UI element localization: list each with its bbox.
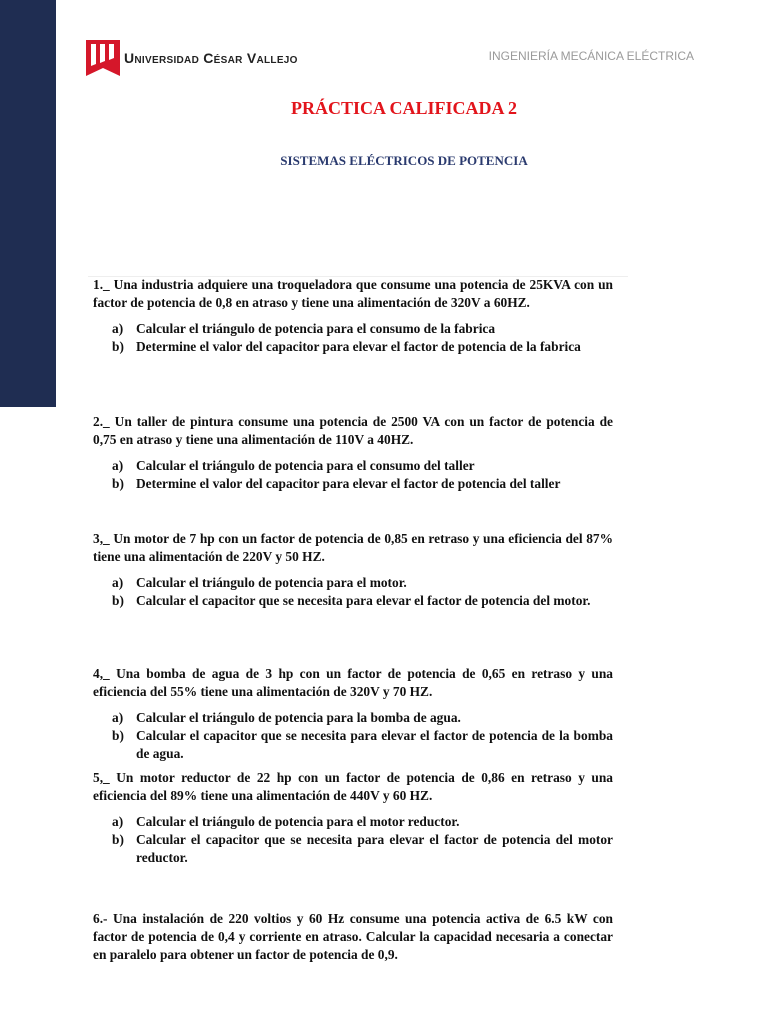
list-item — [93, 592, 613, 610]
list-item — [93, 475, 613, 493]
item-text: Determine el valor del capacitor para elevar el factor de potencia de la fabrica — [136, 339, 581, 354]
sidebar-band — [0, 0, 56, 407]
page-title: PRÁCTICA CALIFICADA 2 — [290, 98, 518, 118]
problem-5 — [93, 769, 613, 867]
problem-statement: 6.- Una instalación de 220 voltios y 60 Hz consume una potencia activa de 6.5 kW con factor de potencia de 0,4 y corriente en atraso. Calcular la capacidad necesaria a conectar en paralelo para obtener un factor de potencia de 0,9. — [93, 911, 613, 962]
item-text: Calcular el triángulo de potencia para el motor. — [136, 575, 407, 590]
list-item — [93, 813, 613, 831]
item-marker: b) — [112, 476, 124, 491]
item-text: Calcular el capacitor que se necesita para elevar el factor de potencia de la bomba de agua. — [136, 728, 613, 761]
list-item — [93, 457, 613, 475]
item-marker: b) — [112, 339, 124, 354]
problem-statement: 5,_ Un motor reductor de 22 hp con un factor de potencia de 0,86 en retraso y una eficiencia del 89% tiene una alimentación de 440V y 60 HZ. — [93, 770, 613, 803]
problem-items — [93, 320, 613, 356]
item-marker: a) — [112, 710, 124, 725]
item-text: Calcular el capacitor que se necesita para elevar el factor de potencia del motor. — [136, 593, 591, 608]
item-text: Determine el valor del capacitor para elevar el factor de potencia del taller — [136, 476, 561, 491]
item-marker: b) — [112, 728, 124, 743]
problem-statement: 3,_ Un motor de 7 hp con un factor de potencia de 0,85 en retraso y una eficiencia del 87% tiene una alimentación de 220V y 50 HZ. — [93, 531, 613, 564]
list-item — [93, 320, 613, 338]
list-item — [93, 727, 613, 763]
item-text: Calcular el triángulo de potencia para el consumo de la fabrica — [136, 321, 496, 336]
list-item — [93, 338, 613, 356]
problem-statement: 2._ Un taller de pintura consume una potencia de 2500 VA con un factor de potencia de 0,75 en atraso y tiene una alimentación de 110V a 40HZ. — [93, 414, 613, 447]
problem-items — [93, 574, 613, 610]
problem-3 — [93, 530, 613, 610]
problem-items — [93, 457, 613, 493]
item-marker: b) — [112, 593, 124, 608]
university-name: Universidad César Vallejo — [124, 50, 298, 66]
problem-statement: 1._ Una industria adquiere una troqueladora que consume una potencia de 25KVA con un factor de potencia de 0,8 en atraso y tiene una alimentación de 320V a 60HZ. — [93, 277, 613, 310]
problem-items — [93, 813, 613, 867]
problem-statement: 4,_ Una bomba de agua de 3 hp con un factor de potencia de 0,65 en retraso y una eficiencia del 55% tiene una alimentación de 320V y 70 HZ. — [93, 666, 613, 699]
problem-2 — [93, 413, 613, 493]
list-item — [93, 709, 613, 727]
item-marker: a) — [112, 321, 124, 336]
problem-4 — [93, 665, 613, 763]
page-subtitle: SISTEMAS ELÉCTRICOS DE POTENCIA — [280, 153, 528, 168]
item-marker: b) — [112, 832, 124, 847]
item-text: Calcular el capacitor que se necesita para elevar el factor de potencia del motor reductor. — [136, 832, 613, 865]
item-text: Calcular el triángulo de potencia para el motor reductor. — [136, 814, 460, 829]
item-text: Calcular el triángulo de potencia para la bomba de agua. — [136, 710, 461, 725]
university-logo-icon — [86, 40, 120, 76]
faculty-name: INGENIERÍA MECÁNICA ELÉCTRICA — [488, 49, 694, 63]
list-item — [93, 831, 613, 867]
item-text: Calcular el triángulo de potencia para el consumo del taller — [136, 458, 475, 473]
list-item — [93, 574, 613, 592]
problem-1 — [93, 276, 613, 356]
item-marker: a) — [112, 814, 124, 829]
item-marker: a) — [112, 458, 124, 473]
problem-items — [93, 709, 613, 763]
problem-6 — [93, 910, 613, 964]
item-marker: a) — [112, 575, 124, 590]
